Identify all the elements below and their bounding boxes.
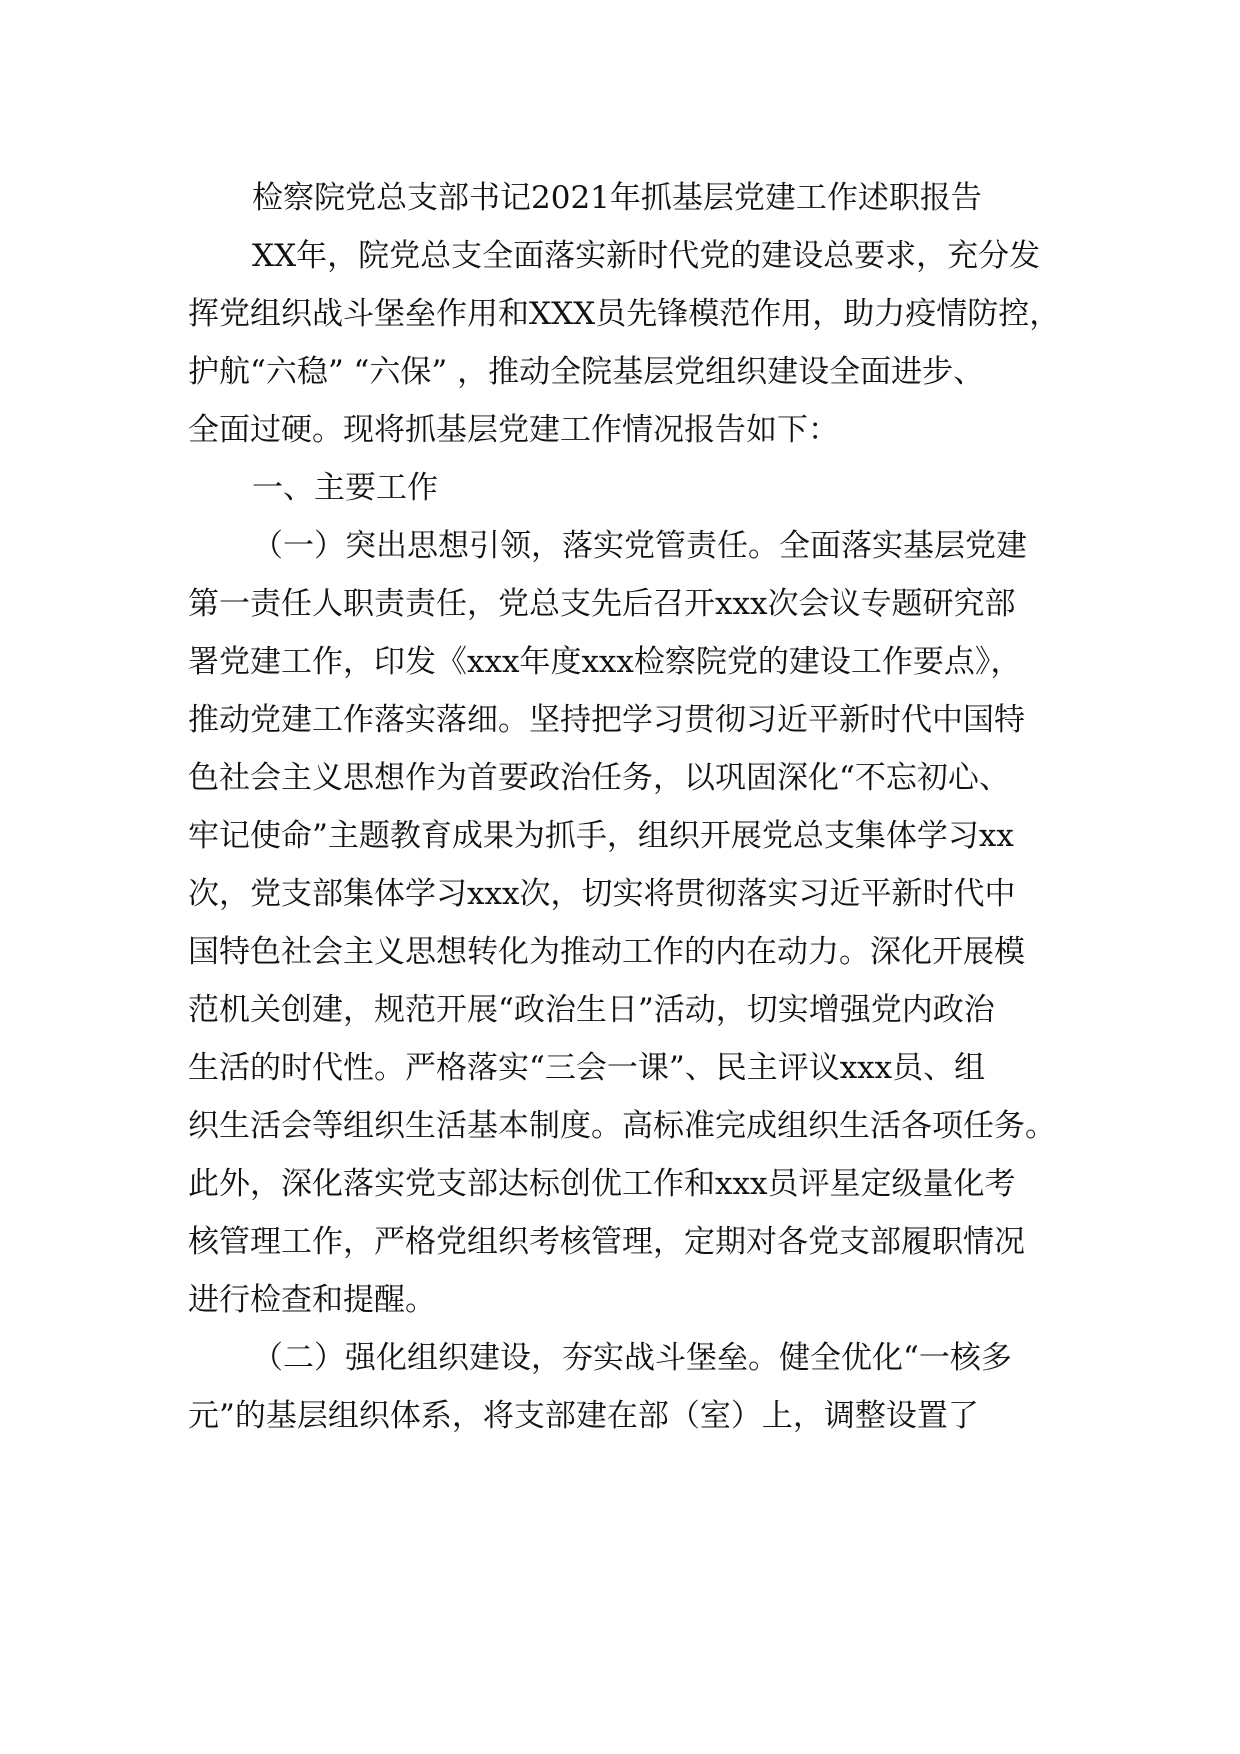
paragraph-line: 核管理工作，严格党组织考核管理，定期对各党支部履职情况 (188, 1224, 1025, 1260)
paragraph-line: 牢记使命”主题教育成果为抓手，组织开展党总支集体学习xx (188, 818, 1014, 854)
document-title: 检察院党总支部书记2021年抓基层党建工作述职报告 (252, 180, 982, 216)
paragraph-line: 全面过硬。现将抓基层党建工作情况报告如下： (188, 412, 839, 448)
paragraph-line: 推动党建工作落实落细。坚持把学习贯彻习近平新时代中国特 (188, 702, 1025, 738)
section-heading: 一、主要工作 (252, 470, 438, 506)
paragraph-line: （一）突出思想引领，落实党管责任。全面落实基层党建 (252, 528, 1027, 564)
paragraph-line: 织生活会等组织生活基本制度。高标准完成组织生活各项任务。 (188, 1108, 1056, 1144)
paragraph-line: 国特色社会主义思想转化为推动工作的内在动力。深化开展模 (188, 934, 1025, 970)
paragraph-line: 挥党组织战斗堡垒作用和XXX员先锋模范作用，助力疫情防控， (188, 296, 1061, 332)
paragraph-line: 元”的基层组织体系，将支部建在部（室）上，调整设置了 (188, 1398, 979, 1434)
paragraph-line: 此外，深化落实党支部达标创优工作和xxx员评星定级量化考 (188, 1166, 1016, 1202)
paragraph-line: 次，党支部集体学习xxx次，切实将贯彻落实习近平新时代中 (188, 876, 1016, 912)
paragraph-line: 署党建工作，印发《xxx年度xxx检察院党的建设工作要点》， (188, 644, 1022, 680)
paragraph-line: XX年，院党总支全面落实新时代党的建设总要求，充分发 (252, 238, 1041, 274)
paragraph-line: 第一责任人职责责任，党总支先后召开xxx次会议专题研究部 (188, 586, 1016, 622)
paragraph-line: （二）强化组织建设，夯实战斗堡垒。健全优化“一核多 (252, 1340, 1012, 1376)
paragraph-line: 色社会主义思想作为首要政治任务，以巩固深化“不忘初心、 (188, 760, 1010, 796)
paragraph-line: 护航“六稳” “六保” ，推动全院基层党组织建设全面进步、 (188, 354, 985, 390)
paragraph-line: 范机关创建，规范开展“政治生日”活动，切实增强党内政治 (188, 992, 995, 1028)
paragraph-line: 生活的时代性。严格落实“三会一课”、民主评议xxx员、组 (188, 1050, 986, 1086)
paragraph-line: 进行检查和提醒。 (188, 1282, 436, 1318)
